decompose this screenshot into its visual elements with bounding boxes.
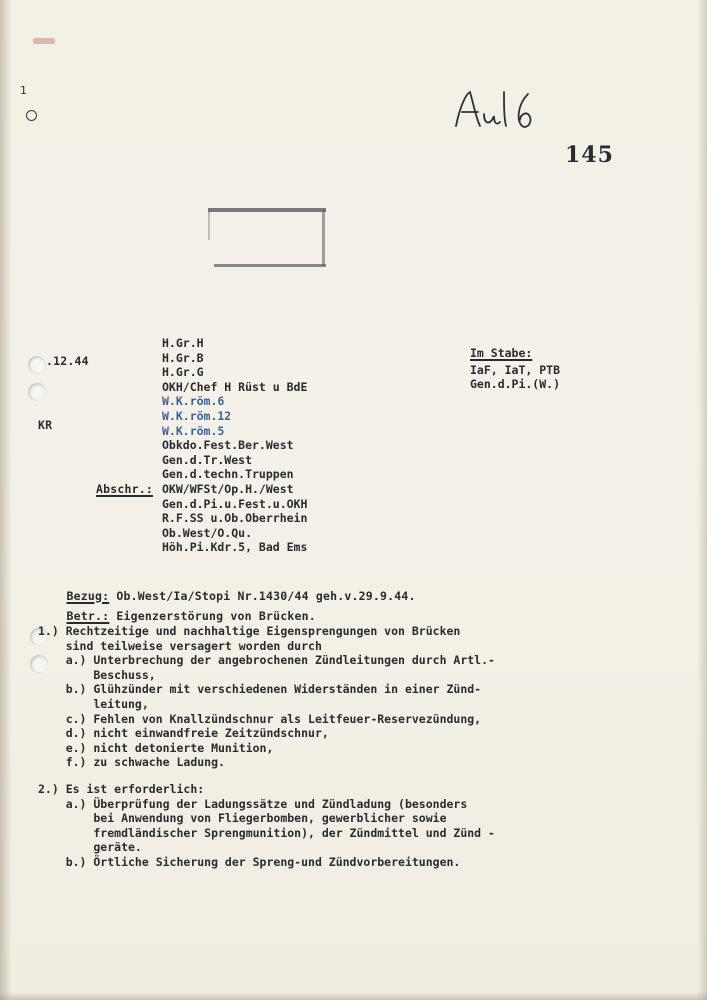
paragraph-line: d.) nicht einwandfreie Zeitzündschnur, (38, 726, 329, 741)
paper-left-edge (0, 0, 12, 1000)
paragraph-line: b.) Örtliche Sicherung der Spreng-und Zündvorbereitungen. (38, 854, 461, 869)
paragraph-line: bei Anwendung von Fliegerbomben, gewerblicher sowie (38, 811, 447, 826)
paragraph-line: e.) nicht detonierte Munition, (38, 740, 274, 755)
paragraph-line: a.) Überprüfung der Ladungssätze und Zündladung (besonders (38, 796, 468, 811)
paragraph-line: 2.) Es ist erforderlich: (38, 782, 205, 796)
paper-bottom-edge (0, 992, 707, 1000)
abschr-label: Abschr.: (96, 482, 153, 496)
document-date: .12.44 (46, 354, 89, 368)
betr-label: Betr.: (66, 608, 110, 623)
paragraph-1 (38, 624, 495, 770)
recipient-line: W.K.röm.12 (162, 408, 232, 423)
betr-text: Eigenzerstörung von Brücken. (116, 608, 316, 623)
punch-hole (28, 383, 46, 401)
paper-right-edge (697, 0, 707, 1000)
punch-hole (28, 356, 46, 374)
paragraph-line: Beschuss, (38, 667, 156, 682)
recipient-line: Obkdo.Fest.Ber.West (162, 438, 294, 453)
paragraph-2 (38, 782, 495, 870)
recipient-line: OKW/WFSt/Op.H./West (162, 481, 294, 496)
paragraph-line: fremdländischer Sprengmunition), der Zündmittel und Zünd - (38, 825, 495, 840)
im-stabe-block (470, 346, 560, 392)
bezug-text: Ob.West/Ia/Stopi Nr.1430/44 geh.v.29.9.44. (116, 588, 416, 603)
recipient-line: H.Gr.H (162, 336, 204, 350)
paragraph-line: leitung, (38, 696, 149, 711)
faded-stamp (208, 206, 326, 270)
recipient-line: R.F.SS u.Ob.Oberrhein (162, 511, 308, 526)
paragraph-line: a.) Unterbrechung der angebrochenen Zündleitungen durch Artl.- (38, 653, 495, 668)
corner-mark: 1 (20, 84, 27, 97)
recipient-line: H.Gr.B (162, 350, 204, 365)
im-stabe-line: Gen.d.Pi.(W.) (470, 377, 561, 392)
recipient-line: W.K.röm.6 (162, 394, 225, 409)
paragraph-line: geräte. (38, 840, 142, 855)
im-stabe-line: IaF, IaT, PTB (470, 362, 561, 377)
recipient-line: W.K.röm.5 (162, 423, 225, 438)
paragraph-line: 1.) Rechtzeitige und nachhaltige Eigensprengungen von Brücken (38, 624, 461, 638)
handwritten-annotation (450, 86, 540, 136)
im-stabe-label: Im Stabe: (470, 346, 533, 360)
bezug-label: Bezug: (66, 588, 110, 603)
recipient-line: Ob.West/O.Qu. (162, 525, 253, 540)
recipient-line: Gen.d.Tr.West (162, 452, 253, 467)
paragraph-line: f.) zu schwache Ladung. (38, 755, 225, 770)
recipient-line: Höh.Pi.Kdr.5, Bad Ems (162, 540, 308, 555)
corner-red-mark (33, 38, 55, 44)
recipient-line: Gen.d.Pi.u.Fest.u.OKH (162, 496, 308, 511)
page-number: 145 (565, 142, 614, 168)
paragraph-line: c.) Fehlen von Knallzündschnur als Leitfeuer-Reservezündung, (38, 711, 482, 726)
recipient-list (162, 336, 307, 555)
recipient-line: Gen.d.techn.Truppen (162, 467, 294, 482)
paragraph-line: b.) Glühzünder mit verschiedenen Widerständen in einer Zünd- (38, 682, 482, 697)
recipient-line: H.Gr.G (162, 365, 204, 380)
paragraph-line: sind teilweise versagert worden durch (38, 638, 322, 653)
corner-circle-mark (26, 110, 37, 121)
sender-code: KR (38, 418, 53, 432)
recipient-line: OKH/Chef H Rüst u BdE (162, 379, 308, 394)
